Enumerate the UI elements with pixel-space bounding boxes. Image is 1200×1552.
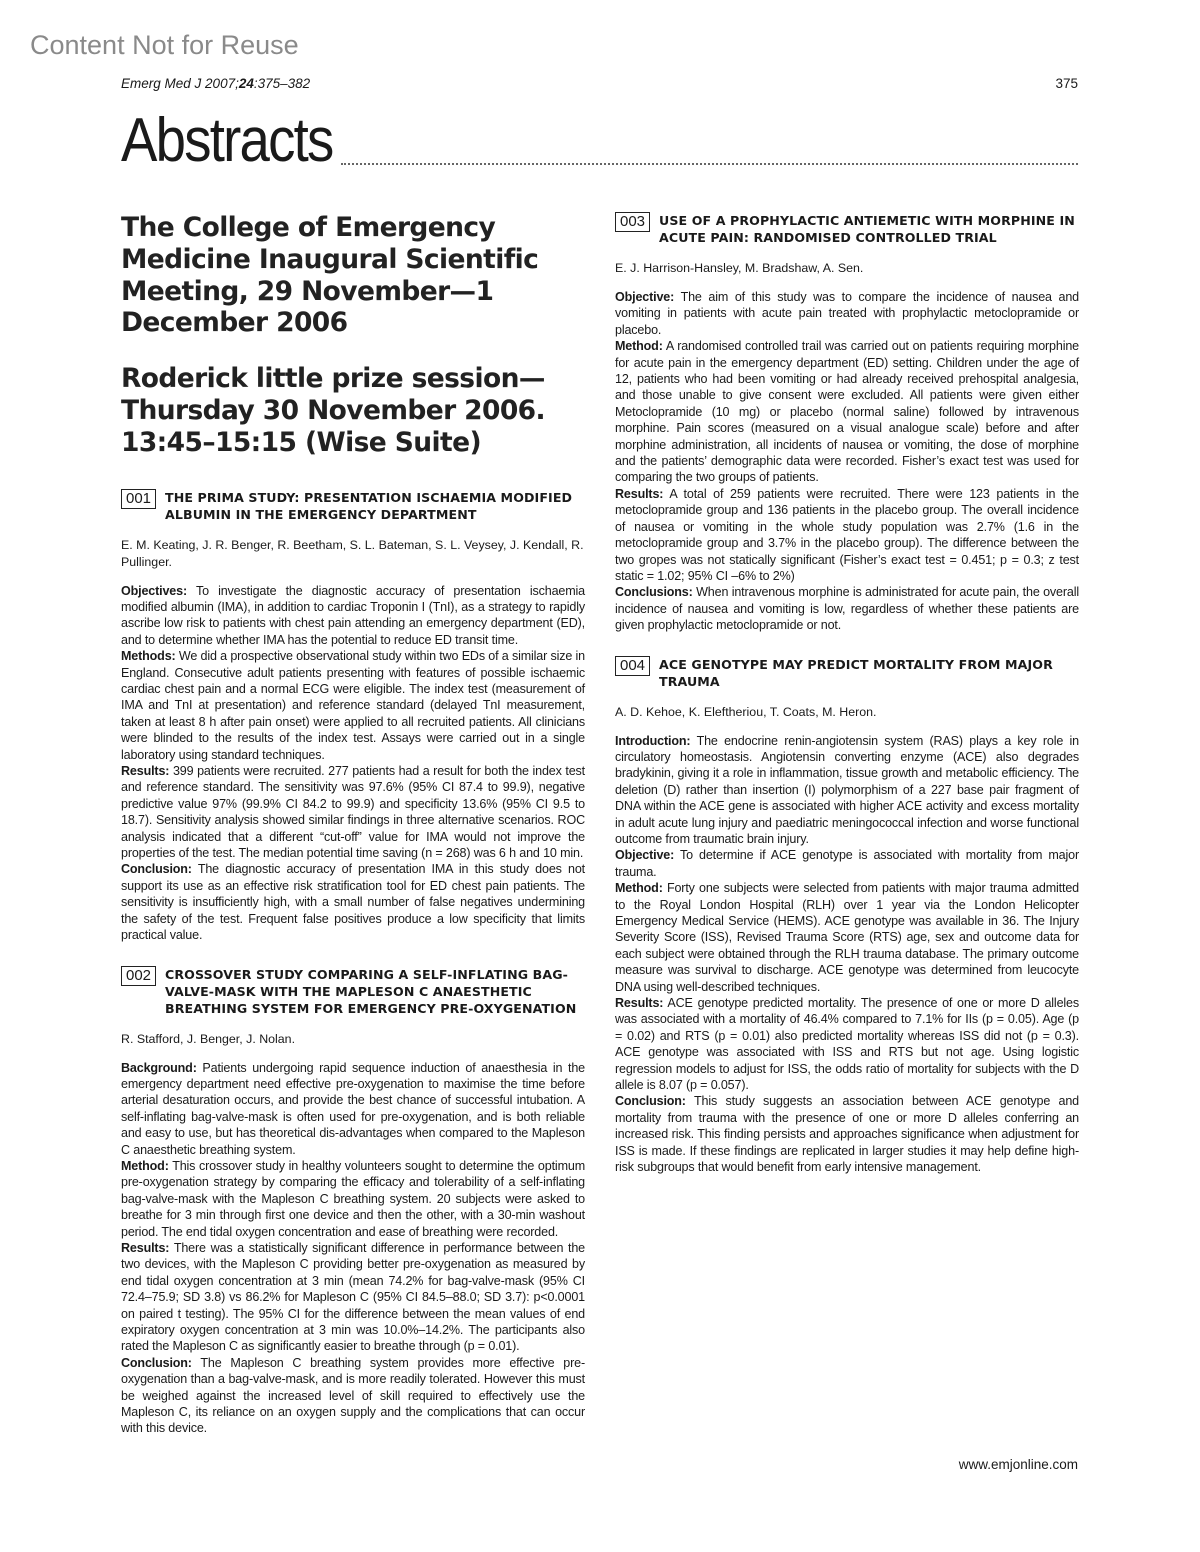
- section-text: The endocrine renin-angiotensin system (RAS) plays a key role in circulatory homeostasis. Angiotensin converting enzyme (ACE) also degrades bradykinin, giving it a role in inflammation, tissue growth and metabolic efficiency. The deletion (D) rather than insertion (I) polymorphism of a 227 base pair fragment of DNA within the ACE gene is associated with higher ACE activity and excess mortality in adult acute lung injury and paediatric meningococcal infection and worse functional outcome from traumatic brain injury.: [615, 733, 1080, 846]
- left-column: [121, 212, 585, 1459]
- section-label: Conclusion:: [615, 1094, 686, 1109]
- abstract-authors: A. D. Kehoe, K. Eleftheriou, T. Coats, M. Heron.: [615, 704, 877, 719]
- section-text: This crossover study in healthy volunteers sought to determine the optimum pre-oxygenation strategy by comparing the efficacy and tolerability of a self-inflating bag-valve-mask with the Mapleson C breathing system. 20 subjects were asked to breathe for 3 min through first one device and then the other, with a 30-min washout period. The end tidal oxygen concentration and ease of breathing were recorded.: [121, 1158, 585, 1239]
- abstract-003: [615, 212, 1079, 634]
- abstract-section: [615, 289, 1079, 338]
- abstract-authors: R. Stafford, J. Benger, J. Nolan.: [121, 1031, 296, 1046]
- section-text: When intravenous morphine is administrated for acute pain, the overall incidence of nausea and vomiting is low, regardless of whether these patients are given prophylactic metoclopramide or not.: [615, 585, 1079, 633]
- abstract-section: [121, 1060, 585, 1158]
- abstract-002: [121, 966, 585, 1437]
- abstract-section: [615, 995, 1079, 1093]
- page-number: 375: [1055, 76, 1078, 91]
- watermark: Content Not for Reuse: [30, 30, 299, 60]
- section-text: This study suggests an association between ACE genotype and mortality from trauma with the presence of one or more D alleles conferring an increased risk. This finding persists and approaches significance when adjustment for ISS is made. If these findings are replicated in larger studies it may help define high-risk subgroups that would benefit from early intensive management.: [615, 1094, 1079, 1175]
- abstract-section: [121, 1355, 585, 1437]
- journal-pages: :375–382: [253, 76, 311, 91]
- section-label: Method:: [121, 1158, 169, 1173]
- section-text: A randomised controlled trail was carried out on patients requiring morphine for acute pain in the emergency department (ED) setting. Children under the age of 12, patients who had been vomiting or had already received prehospital analgesia, and those unable to give consent were excluded. All patients were given either Metoclopramide (10 mg) or placebo (normal saline) followed by intravenous morphine. Pain scores (measured on a visual analogue scale) before and after morphine administration, all incidents of nausea or vomiting, the dose of morphine and the patients’ demographic data were recorded. Fisher’s exact test was used for comparing the two groups of patients.: [615, 339, 1079, 485]
- abstract-heading: [121, 966, 585, 1017]
- abstract-number: 001: [121, 489, 156, 509]
- section-text: 399 patients were recruited. 277 patients had a result for both the index test and reference standard. The sensitivity was 97.6% (95% CI 87.4 to 99.9), negative predictive value 97% (99.9% CI 84.2 to 99.9) and specificity 13.6% (95% CI 9.5 to 18.7). Sensitivity analysis showed similar findings in three alternative scenarios. ROC analysis indicated that a different “cut-off” value for IMA would not improve the properties of the test. The median potential time saving (n = 268) was 6 h and 10 min.: [121, 764, 585, 861]
- section-label: Results:: [615, 996, 664, 1011]
- section-text: The Mapleson C breathing system provides more effective pre-oxygenation than a bag-valve-mask, and is more readily tolerated. However this must be weighed against the increased level of skill required to effectively use the Mapleson C, its reliance on an oxygen supply and the complications that can occur with this device.: [121, 1355, 585, 1436]
- abstract-authors: E. M. Keating, J. R. Benger, R. Beetham, S. L. Bateman, S. L. Veysey, J. Kendall, R. Pullinger.: [121, 537, 584, 569]
- abstract-title: ACE GENOTYPE MAY PREDICT MORTALITY FROM MAJOR TRAUMA: [659, 656, 1053, 689]
- section-text: The diagnostic accuracy of presentation IMA in this study does not support its use as an effective risk stratification tool for ED chest pain patients. The sensitivity is insufficiently high, with a small number of false negatives undermining the safety of the test. Frequent false positives produce a low specificity that limits practical value.: [121, 862, 585, 943]
- abstract-number: 003: [615, 212, 650, 232]
- section-text: To investigate the diagnostic accuracy of presentation ischaemia modified albumin (IMA), in addition to cardiac Troponin I (TnI), as a strategy to rapidly ascribe low risk to patients with chest pain attending an emergency department (ED), and to determine whether IMA has the potential to reduce ED transit time.: [121, 583, 585, 647]
- section-label: Results:: [615, 486, 664, 501]
- section-heading-text: Abstracts: [121, 106, 333, 175]
- section-label: Conclusion:: [121, 1355, 192, 1370]
- section-text: A total of 259 patients were recruited. There were 123 patients in the metoclopramide group and 136 patients in the placebo group. The overall incidence of nausea or vomiting in the whole study population was 2.7% (1.6 in the metoclopramide group and 3.7% in the placebo group). The difference between the two gropes was not statically significant (Fisher’s exact test = 0.451; p = 0.3; z test static = 1.02; 95% CI –6% to 2%): [615, 486, 1079, 583]
- section-heading: [121, 100, 1078, 175]
- section-text: Forty one subjects were selected from patients with major trauma admitted to the Royal London Hospital (RLH) over 1 year via the London Helicopter Emergency Medical Service (HEMS). ACE genotype was available in 36. The Injury Severity Score (ISS), Revised Trauma Score (RTS) age, sex and outcome data for each subject were obtained through the RLH trauma database. The primary outcome measure was survival to discharge. ACE genotype was determined from leucocyte DNA using well-described techniques.: [615, 881, 1079, 994]
- abstract-section: [615, 880, 1079, 995]
- right-column: [615, 212, 1079, 1198]
- journal-year: 2007;: [205, 76, 239, 91]
- section-label: Results:: [121, 1240, 170, 1255]
- abstract-section: [615, 584, 1079, 633]
- abstract-title: THE PRIMA STUDY: PRESENTATION ISCHAEMIA MODIFIED ALBUMIN IN THE EMERGENCY DEPARTMENT: [165, 489, 573, 522]
- section-label: Objective:: [615, 290, 675, 304]
- abstract-section: [615, 847, 1079, 880]
- section-text: The aim of this study was to compare the incidence of nausea and vomiting in patients with acute pain treated with prophylactic metoclopramide or placebo.: [615, 290, 1079, 337]
- footer-url[interactable]: www.emjonline.com: [958, 1457, 1078, 1472]
- abstract-section: [615, 338, 1079, 486]
- abstract-section: [121, 583, 585, 649]
- section-text: We did a prospective observational study within two EDs of a similar size in England. Consecutive adult patients presenting with features of possible ischaemic cardiac chest pain and a normal ECG were eligible. The index test (measurement of IMA and TnI at presentation) and reference standard (delayed TnI measurement, taken at least 8 h after pain onset) were applied to all recruited patients. All clinicians were blinded to the results of the index test. Assays were carried out in a single laboratory using standard techniques.: [121, 649, 585, 762]
- section-label: Background:: [121, 1060, 197, 1075]
- section-label: Method:: [615, 339, 663, 354]
- section-text: There was a statistically significant difference in performance between the two devices, with the Mapleson C providing better pre-oxygenation as measured by end tidal oxygen concentration at 3 min (mean 74.2% for bag-valve-mask (95% CI 72.4–75.9; SD 3.8) vs 86.2% for Mapleson C (95% CI 84.5–88.0; SD 3.7): p<0.0001 on paired t testing). The 95% CI for the difference between the mean values of end expiratory oxygen concentration at 3 min was 10.0%–14.2%. The participants also rated the Mapleson C as significantly easier to breathe through (p = 0.01).: [121, 1240, 585, 1354]
- section-label: Objective:: [615, 848, 675, 863]
- abstract-title: USE OF A PROPHYLACTIC ANTIEMETIC WITH MORPHINE IN ACUTE PAIN: RANDOMISED CONTROLLED TRIAL: [659, 213, 1075, 245]
- session-title: Roderick little prize session—Thursday 30 November 2006. 13:45–15:15 (Wise Suite): [121, 363, 545, 458]
- section-label: Conclusion:: [121, 862, 192, 877]
- abstract-section: [615, 1093, 1079, 1175]
- journal-volume: 24: [238, 76, 254, 91]
- section-text: ACE genotype predicted mortality. The presence of one or more D alleles was associated with a mortality of 46.4% compared to 7.1% for IIs (p = 0.05). Age (p = 0.02) and RTS (p = 0.01) also predicted mortality whereas ISS did not (p = 0.3). ACE genotype was associated with ISS and RTS but not age. Using logistic regression models to adjust for ISS, the odds ratio of mortality for subjects with the D allele is 8.07 (p = 0.057).: [615, 996, 1079, 1093]
- abstract-004: [615, 656, 1079, 1176]
- section-label: Results:: [121, 764, 170, 779]
- section-label: Method:: [615, 881, 663, 896]
- abstract-001: [121, 489, 585, 944]
- abstract-section: [121, 648, 585, 763]
- abstract-section: [121, 1158, 585, 1240]
- section-text: To determine if ACE genotype is associated with mortality from major trauma.: [615, 848, 1080, 879]
- abstract-number: 002: [121, 966, 156, 986]
- section-label: Conclusions:: [615, 585, 693, 600]
- section-label: Objectives:: [121, 583, 187, 598]
- section-label: Methods:: [121, 649, 176, 664]
- meeting-title: The College of Emergency Medicine Inaugural Scientific Meeting, 29 November—1 December 2006: [121, 212, 539, 339]
- abstract-section: [121, 1240, 585, 1355]
- abstract-heading: [121, 489, 585, 523]
- abstract-section: [615, 486, 1079, 584]
- section-text: Patients undergoing rapid sequence induction of anaesthesia in the emergency department need effective pre-oxygenation to maximise the time before arterial desaturation occurs, and provide the best chance of successful intubation. A self-inflating bag-valve-mask is often used for pre-oxygenation, and is both reliable and easy to use, but has theoretical dis-advantages when compared to the Mapleson C anaesthetic breathing system.: [121, 1060, 585, 1157]
- section-label: Introduction:: [615, 733, 691, 748]
- journal-name: Emerg Med J: [121, 76, 202, 91]
- abstract-section: [615, 733, 1079, 848]
- abstract-heading: [615, 212, 1079, 246]
- abstract-section: [121, 861, 585, 943]
- abstract-title: CROSSOVER STUDY COMPARING A SELF-INFLATING BAG-VALVE-MASK WITH THE MAPLESON C ANAESTHETIC BREATHING SYSTEM FOR EMERGENCY PRE-OXYGENATION: [165, 966, 577, 1016]
- running-head: [121, 76, 310, 91]
- abstract-number: 004: [615, 656, 650, 676]
- dotted-rule: [341, 163, 1078, 165]
- abstract-heading: [615, 656, 1079, 690]
- abstract-authors: E. J. Harrison-Hansley, M. Bradshaw, A. Sen.: [615, 261, 864, 275]
- abstract-section: [121, 763, 585, 861]
